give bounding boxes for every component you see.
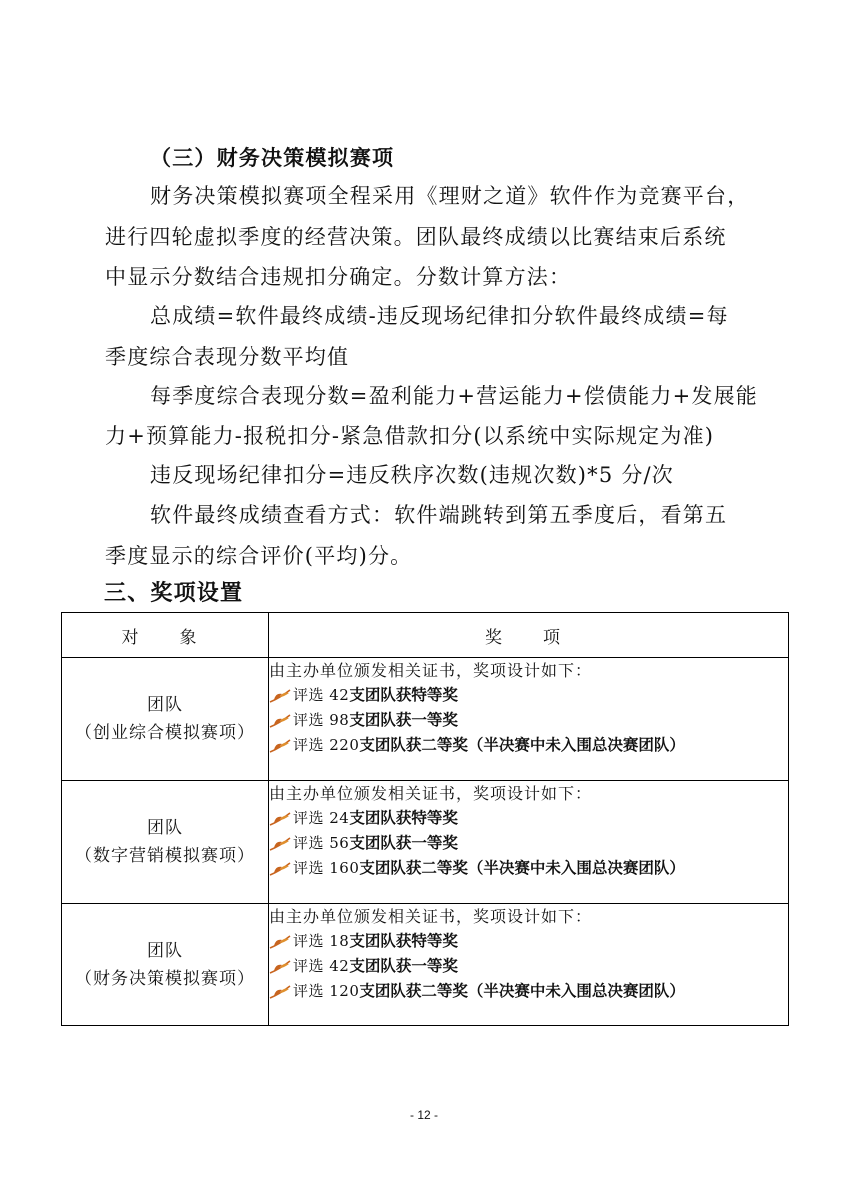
award-text: 支团队获一等奖 xyxy=(349,834,458,852)
award-text: 支团队获一等奖 xyxy=(349,957,458,975)
leaf-bullet-icon xyxy=(269,984,291,1000)
target-label: 团队 xyxy=(147,695,183,715)
award-text: 支团队获二等奖（半决赛中未入围总决赛团队） xyxy=(359,859,685,877)
award-count: 评选 160 xyxy=(293,859,360,877)
paragraph-line: 季度综合表现分数平均值 xyxy=(105,345,350,369)
award-text: 支团队获一等奖 xyxy=(349,711,458,729)
award-item xyxy=(269,806,788,831)
awards-table xyxy=(61,612,789,1026)
award-count: 评选 42 xyxy=(293,686,350,704)
awards-intro: 由主办单位颁发相关证书，奖项设计如下： xyxy=(269,661,593,680)
paragraph-line: 财务决策模拟赛项全程采用《理财之道》软件作为竞赛平台， xyxy=(150,184,750,208)
paragraph-line: 总成绩=软件最终成绩-违反现场纪律扣分软件最终成绩=每 xyxy=(150,304,729,328)
target-label: 团队 xyxy=(147,940,183,961)
award-count: 评选 98 xyxy=(293,711,350,729)
award-count: 评选 24 xyxy=(293,809,350,827)
award-text: 支团队获特等奖 xyxy=(349,686,458,704)
award-count: 评选 56 xyxy=(293,834,350,852)
target-event: （数字营销模拟赛项） xyxy=(75,846,255,866)
awards-intro: 由主办单位颁发相关证书，奖项设计如下： xyxy=(269,784,593,803)
award-count: 评选 42 xyxy=(293,957,350,975)
target-event: （财务决策模拟赛项） xyxy=(75,968,255,989)
award-text: 支团队获二等奖（半决赛中未入围总决赛团队） xyxy=(359,736,685,754)
paragraph-line: 中显示分数结合违规扣分确定。分数计算方法： xyxy=(105,265,572,289)
target-label: 团队 xyxy=(147,818,183,838)
paragraph-line: 力+预算能力-报税扣分-紧急借款扣分(以系统中实际规定为准) xyxy=(105,424,715,448)
column-header-target: 对 象 xyxy=(62,613,269,658)
target-cell xyxy=(62,781,269,904)
page-number: - 12 - xyxy=(409,1108,438,1122)
leaf-bullet-icon xyxy=(269,934,291,950)
paragraph-line: 季度显示的综合评价(平均)分。 xyxy=(105,544,413,568)
award-item xyxy=(269,929,788,954)
award-count: 评选 18 xyxy=(293,932,350,950)
section-heading-awards: 三、奖项设置 xyxy=(104,581,244,606)
leaf-bullet-icon xyxy=(269,836,291,852)
table-header-row xyxy=(62,613,789,658)
awards-intro: 由主办单位颁发相关证书，奖项设计如下： xyxy=(269,907,593,926)
paragraph-line: 每季度综合表现分数=盈利能力+营运能力+偿债能力+发展能 xyxy=(150,384,758,408)
paragraph-line: 违反现场纪律扣分=违反秩序次数(违规次数)*5 分/次 xyxy=(150,463,674,487)
target-cell xyxy=(62,658,269,781)
leaf-bullet-icon xyxy=(269,738,291,754)
column-header-awards: 奖 项 xyxy=(269,613,789,658)
award-item xyxy=(269,856,788,881)
leaf-bullet-icon xyxy=(269,688,291,704)
awards-cell xyxy=(269,658,789,781)
award-text: 支团队获二等奖（半决赛中未入围总决赛团队） xyxy=(359,982,685,1000)
award-item xyxy=(269,708,788,733)
award-item xyxy=(269,954,788,979)
table-row xyxy=(62,904,789,1026)
award-text: 支团队获特等奖 xyxy=(349,809,458,827)
award-count: 评选 220 xyxy=(293,736,360,754)
award-item xyxy=(269,683,788,708)
leaf-bullet-icon xyxy=(269,713,291,729)
section-heading-finance: （三）财务决策模拟赛项 xyxy=(150,146,395,170)
awards-cell xyxy=(269,781,789,904)
award-item xyxy=(269,831,788,856)
paragraph-line: 进行四轮虚拟季度的经营决策。团队最终成绩以比赛结束后系统 xyxy=(105,225,727,249)
table-row xyxy=(62,781,789,904)
award-text: 支团队获特等奖 xyxy=(349,932,458,950)
award-item xyxy=(269,733,788,758)
awards-cell xyxy=(269,904,789,1026)
leaf-bullet-icon xyxy=(269,861,291,877)
leaf-bullet-icon xyxy=(269,959,291,975)
target-cell xyxy=(62,904,269,1026)
target-event: （创业综合模拟赛项） xyxy=(75,723,255,743)
leaf-bullet-icon xyxy=(269,811,291,827)
paragraph-line: 软件最终成绩查看方式：软件端跳转到第五季度后，看第五 xyxy=(150,503,728,527)
table-row xyxy=(62,658,789,781)
award-item xyxy=(269,979,788,1004)
award-count: 评选 120 xyxy=(293,982,360,1000)
